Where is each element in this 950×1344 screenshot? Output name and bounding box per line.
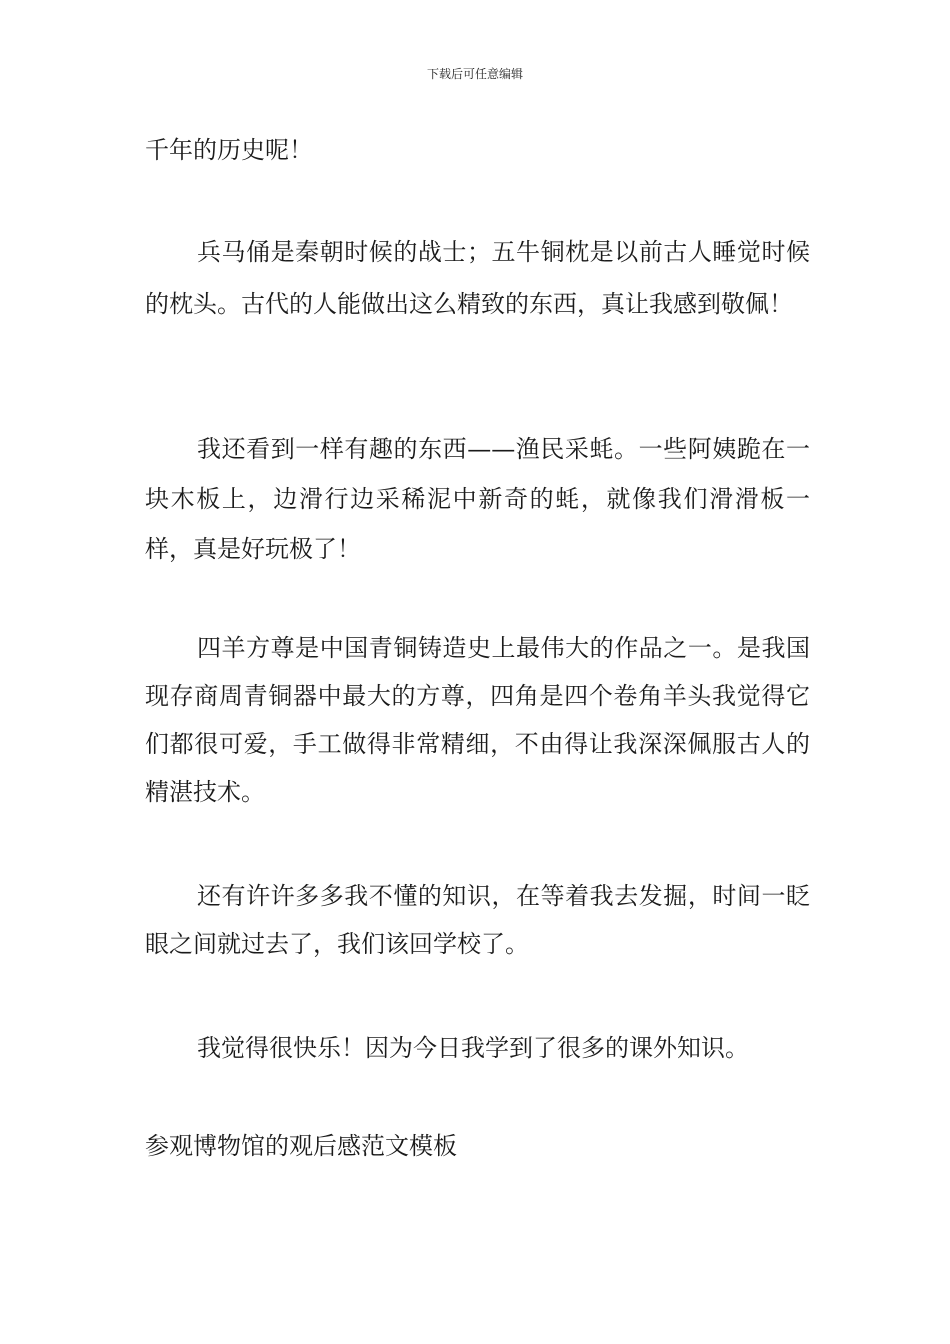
paragraph-terracotta: 兵马俑是秦朝时候的战士；五牛铜枕是以前古人睡觉时候的枕头。古代的人能做出这么精致的东西，真让我感到敬佩！ — [145, 238, 810, 318]
paragraph-knowledge: 还有许许多多我不懂的知识，在等着我去发掘，时间一眨眼之间就过去了，我们该回学校了。 — [145, 882, 810, 958]
page-header: 下载后可任意编辑 — [426, 67, 523, 81]
paragraph-continuation: 千年的历史呢！ — [145, 136, 313, 164]
paragraph-oyster: 我还看到一样有趣的东西——渔民采蚝。一些阿姨跪在一块木板上，边滑行边采稀泥中新奇的蚝，就像我们滑滑板一样，真是好玩极了！ — [145, 435, 810, 563]
section-title: 参观博物馆的观后感范文模板 — [145, 1132, 457, 1160]
paragraph-happy: 我觉得很快乐！因为今日我学到了很多的课外知识。 — [197, 1034, 749, 1062]
paragraph-bronze-zun: 四羊方尊是中国青铜铸造史上最伟大的作品之一。是我国现存商周青铜器中最大的方尊，四角是四个卷角羊头我觉得它们都很可爱，手工做得非常精细，不由得让我深深佩服古人的精湛技术。 — [145, 634, 810, 806]
